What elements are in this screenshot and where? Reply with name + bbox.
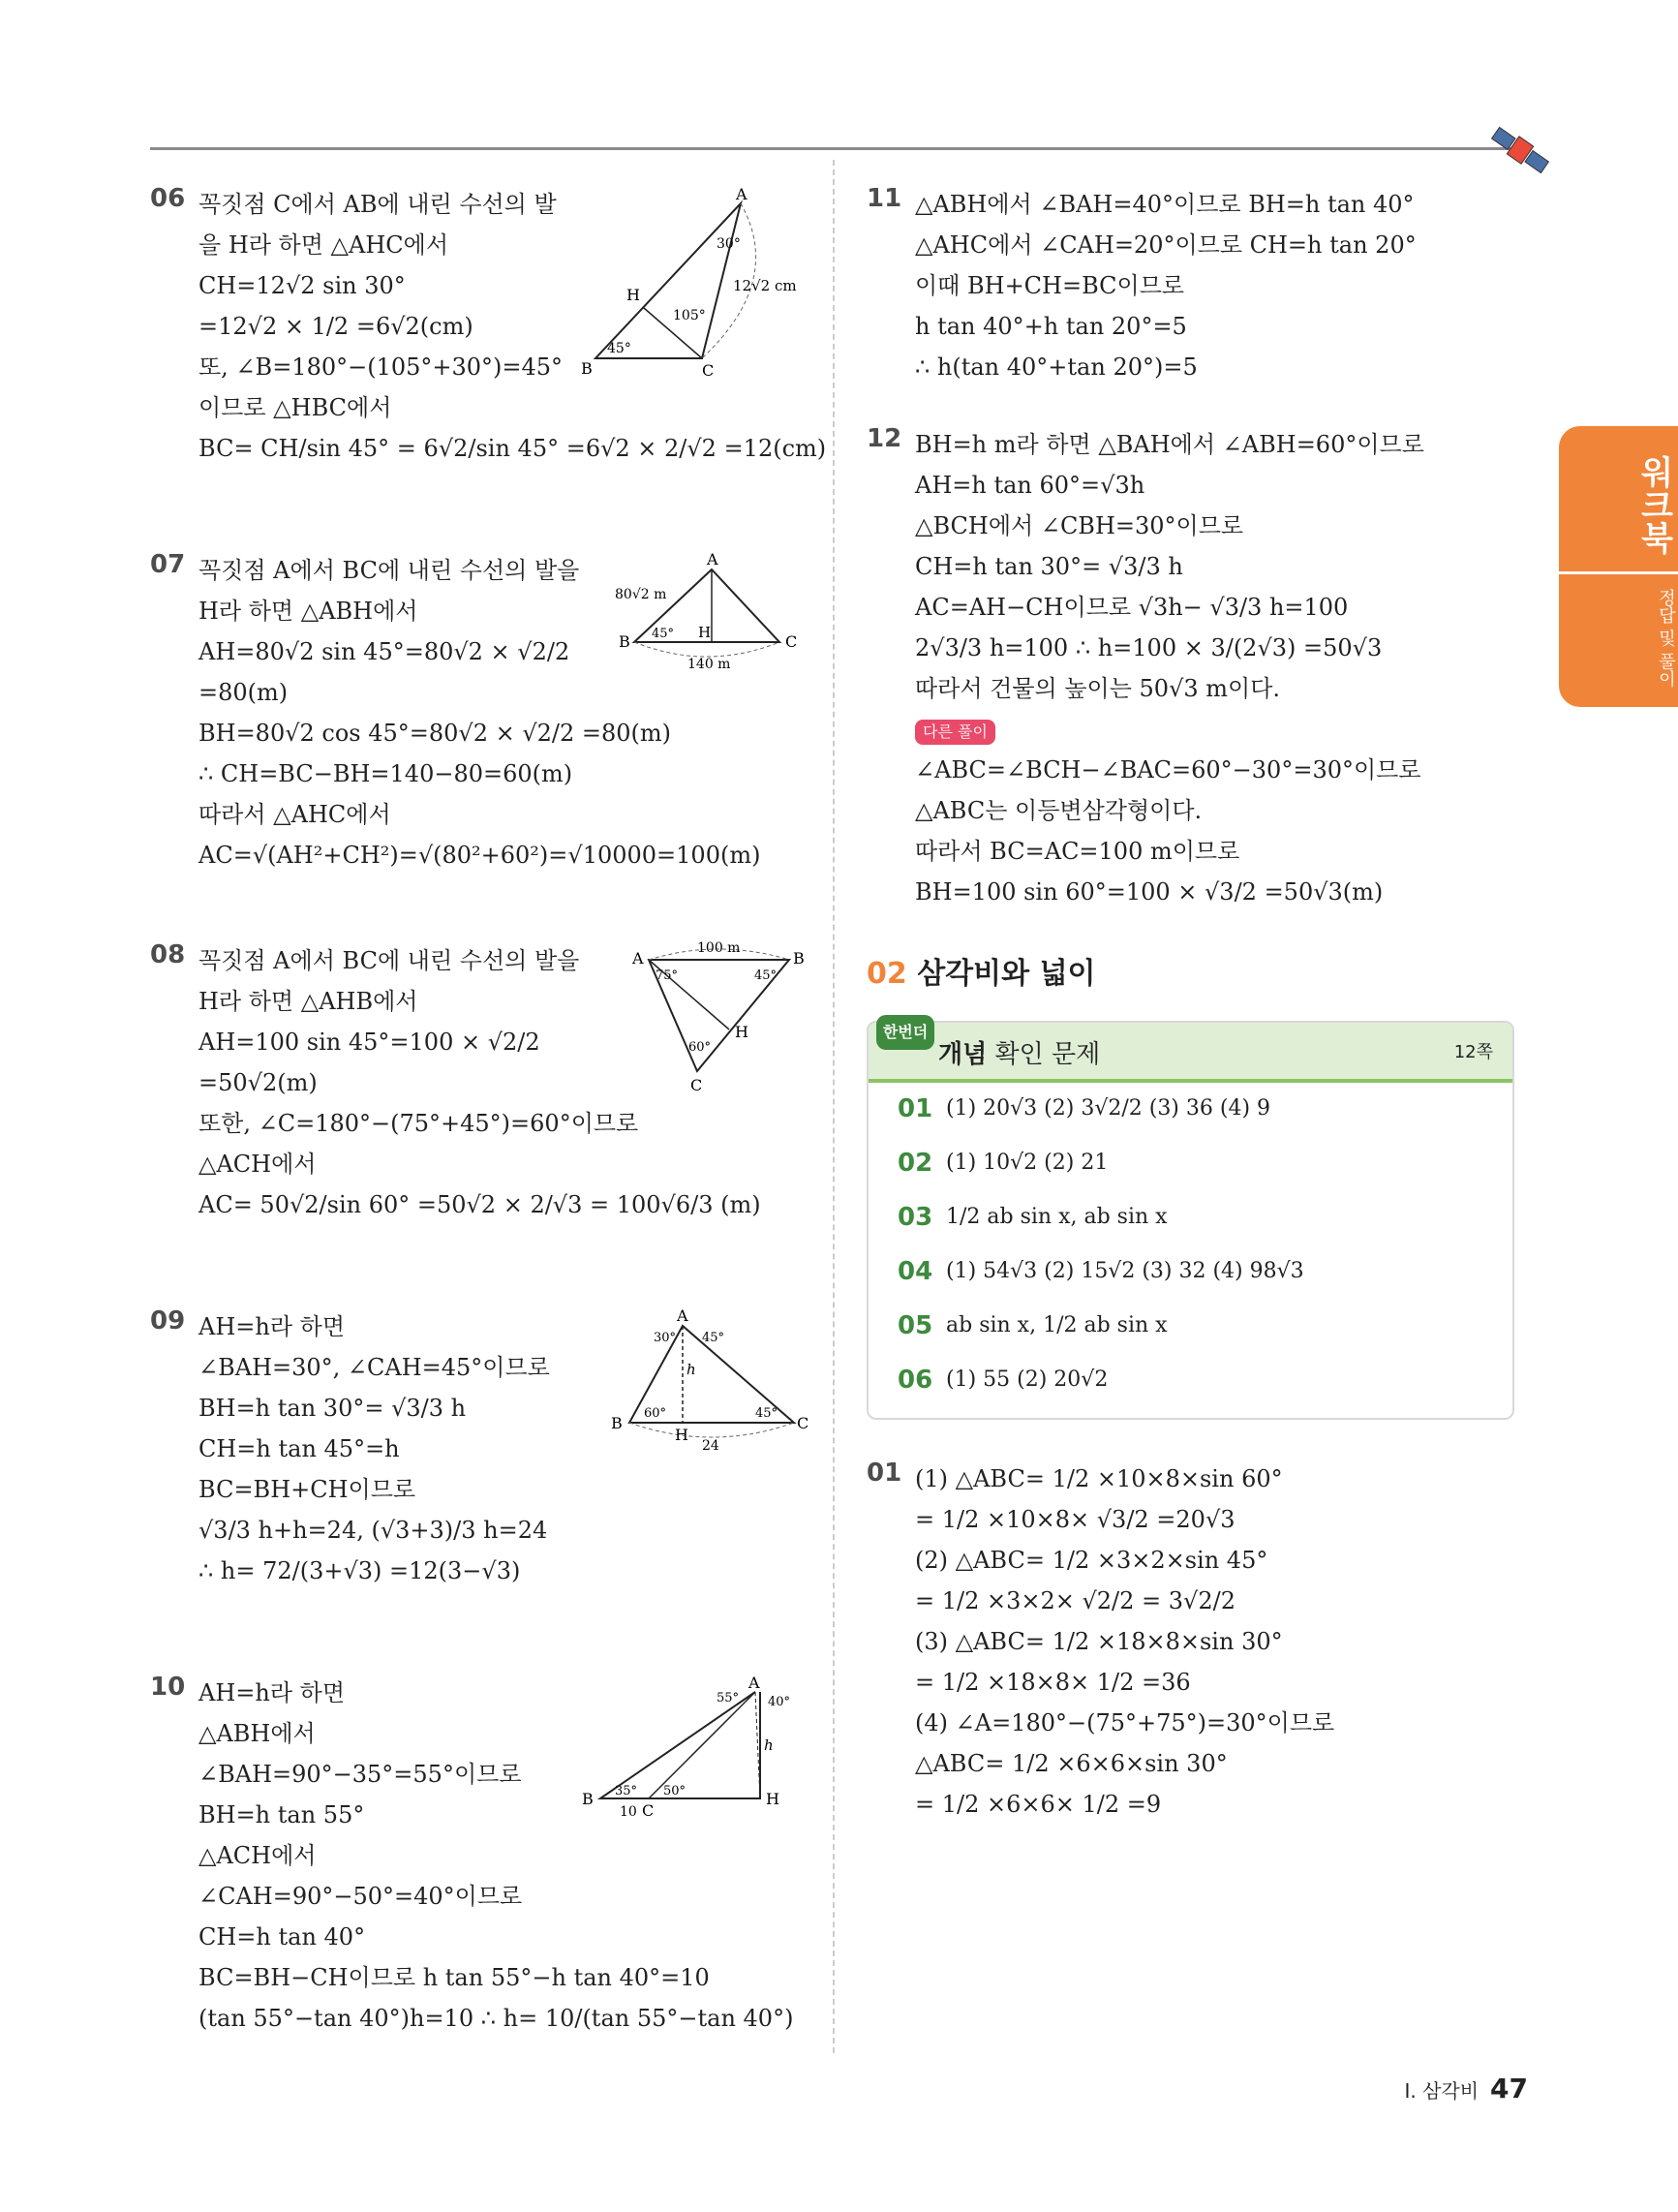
vertex-c: C [785,632,798,651]
answer-number: 04 [898,1257,933,1286]
side-tab-subtitle: 정답 및 풀이 [1656,589,1676,688]
solution-line: △ABH에서 [198,1720,316,1747]
solution-line: 또한, ∠C=180°−(75°+45°)=60°이므로 [198,1110,639,1137]
side-label: 12√2 cm [733,277,797,294]
solution-line: CH=12√2 sin 30° [198,272,406,299]
solution-line: 이므로 △HBC에서 [198,394,392,421]
answer-text: (1) 10√2 (2) 21 [946,1151,1109,1175]
side-tab-title: 워크북 [1634,455,1673,554]
base-label: 24 [702,1438,719,1454]
angle-label: 55° [717,1691,740,1705]
vertex-a: A [736,185,747,203]
answer-number: 02 [898,1149,933,1178]
solution-line: BH=80√2 cos 45°=80√2 × √2/2 =80(m) [198,720,672,747]
answer-text: (1) 55 (2) 20√2 [946,1367,1109,1392]
answer-row [869,1191,1512,1245]
section-name: 삼각비와 넓이 [917,957,1096,991]
angle-label: 45° [607,341,631,356]
problem-number: 10 [150,1673,186,1702]
column-divider [833,160,835,2053]
vertex-b: B [581,359,593,378]
problem-number: 07 [150,550,186,579]
solution-line: (2) △ABC= 1/2 ×3×2×sin 45° [915,1547,1268,1574]
section-title [867,949,1535,992]
answer-text: (1) 54√3 (2) 15√2 (3) 32 (4) 98√3 [946,1259,1304,1283]
side-label: 100 m [697,940,741,956]
problem-06 [150,184,827,513]
solution-line: CH=h tan 30°= √3/3 h [915,553,1183,580]
solution-line: ∴ h(tan 40°+tan 20°)=5 [915,353,1198,381]
base-label: 10 [620,1804,637,1818]
base-label: 140 m [687,657,731,672]
answer-number: 06 [898,1366,933,1395]
concept-title-bold: 개념 [938,1040,988,1069]
solution-line: ∴ CH=BC−BH=140−80=60(m) [198,760,573,787]
answer-text: (1) 20√3 (2) 3√2/2 (3) 36 (4) 9 [946,1096,1271,1121]
concept-badge: 한번더 [876,1015,934,1050]
solution-line: 을 H라 하면 △AHC에서 [198,231,449,259]
side-label: 80√2 m [615,587,667,602]
solution-line: 이때 BH+CH=BC이므로 [915,272,1185,299]
solution-line: CH=h tan 45°=h [198,1435,400,1462]
alt-solution-badge: 다른 풀이 [915,720,995,745]
left-column [150,184,827,2077]
solution-line: △ABH에서 ∠BAH=40°이므로 BH=h tan 40° [915,191,1415,218]
solution-line: H라 하면 △ABH에서 [198,598,418,625]
solution-line: BC=BH+CH이므로 [198,1476,416,1503]
problem-12 [867,424,1535,912]
answer-row [869,1354,1512,1408]
solution-line: AC=√(AH²+CH²)=√(80²+60²)=√10000=100(m) [198,842,761,869]
answer-row [869,1083,1512,1137]
triangle-diagram-09 [605,1306,808,1461]
angle-label: 60° [688,1040,712,1055]
vertex-a: A [677,1306,688,1325]
angle-label: 30° [717,236,741,252]
solution-01 [867,1459,1535,1825]
solution-line: AC= 50√2/sin 60° =50√2 × 2/√3 = 100√6/3 (m) [198,1191,761,1218]
concept-page-ref: 12쪽 [1453,1042,1493,1062]
solution-line: BH=h tan 55° [198,1801,365,1828]
triangle-diagram-06 [576,184,808,378]
answer-number: 01 [898,1094,933,1123]
height-label: h [764,1736,774,1754]
angle-label: 75° [656,968,679,983]
angle-label: 50° [663,1784,686,1798]
solution-line: 따라서 △AHC에서 [198,801,391,828]
answer-number: 05 [898,1311,933,1340]
solution-line: BH=h m라 하면 △BAH에서 ∠ABH=60°이므로 [915,431,1424,458]
side-tab-divider [1559,571,1678,574]
problem-number: 06 [150,184,186,213]
solution-line: 꼭짓점 A에서 BC에 내린 수선의 발을 [198,947,580,974]
solution-line: ∴ h= 72/(3+√3) =12(3−√3) [198,1557,521,1584]
vertex-h: H [698,624,712,641]
vertex-b: B [611,1414,623,1432]
section-number: 02 [867,957,907,991]
answer-text: 1/2 ab sin x, ab sin x [946,1205,1168,1229]
solution-line: = 1/2 ×18×8× 1/2 =36 [915,1669,1191,1696]
vertex-a: A [632,949,644,968]
solution-line: (3) △ABC= 1/2 ×18×8×sin 30° [915,1628,1283,1655]
vertex-c: C [702,361,715,378]
concept-title-rest: 확인 문제 [987,1040,1101,1069]
top-rule [150,147,1530,150]
solution-line: = 1/2 ×6×6× 1/2 =9 [915,1791,1162,1818]
solution-line: =80(m) [198,679,289,706]
solution-line: △AHC에서 ∠CAH=20°이므로 CH=h tan 20° [915,231,1417,259]
solution-line: △BCH에서 ∠CBH=30°이므로 [915,512,1244,539]
page-number: 47 [1490,2073,1528,2104]
answer-text: ab sin x, 1/2 ab sin x [946,1313,1168,1337]
solution-line: =12√2 × 1/2 =6√2(cm) [198,313,473,340]
angle-label: 40° [768,1695,791,1709]
problem-number: 09 [150,1306,186,1336]
solution-line: h tan 40°+h tan 20°=5 [915,313,1187,340]
chapter-label: Ⅰ. 삼각비 [1404,2079,1480,2103]
angle-label: 105° [673,308,706,323]
answer-row [869,1300,1512,1354]
problem-number: 08 [150,940,186,969]
solution-line: = 1/2 ×10×8× √3/2 =20√3 [915,1506,1236,1533]
workbook-side-tab[interactable] [1559,426,1678,707]
solution-line: BH=h tan 30°= √3/3 h [198,1395,467,1422]
angle-label: 45° [755,1406,778,1421]
solution-line: AH=h라 하면 [198,1679,346,1706]
solution-line: AH=80√2 sin 45°=80√2 × √2/2 [198,638,570,665]
solution-line: △ABC= 1/2 ×6×6×sin 30° [915,1750,1228,1777]
solution-line: ∠BAH=90°−35°=55°이므로 [198,1761,522,1788]
solution-line: △ACH에서 [198,1842,317,1869]
solution-line: BC= CH/sin 45° = 6√2/sin 45° =6√2 × 2/√2 =12(cm) [198,435,827,462]
solution-line: =50√2(m) [198,1069,318,1096]
problem-number: 01 [867,1459,902,1488]
solution-line: (1) △ABC= 1/2 ×10×8×sin 60° [915,1465,1283,1492]
problem-07 [150,550,818,904]
problem-number: 12 [867,424,902,453]
concept-header [869,1023,1512,1083]
vertex-h: H [735,1023,748,1041]
triangle-diagram-08 [625,940,808,1095]
solution-line: 꼭짓점 C에서 AB에 내린 수선의 발 [198,191,557,218]
concept-title [938,1034,1100,1070]
vertex-h: H [766,1790,779,1808]
satellite-icon [1486,116,1554,184]
solution-line: ∠BAH=30°, ∠CAH=45°이므로 [198,1354,550,1381]
vertex-c: C [690,1076,703,1094]
solution-line: ∠ABC=∠BCH−∠BAC=60°−30°=30°이므로 [915,756,1421,783]
angle-label: 30° [654,1331,677,1345]
vertex-a: A [707,550,718,568]
solution-line: √3/3 h+h=24, (√3+3)/3 h=24 [198,1517,548,1544]
solution-line: (4) ∠A=180°−(75°+75°)=30°이므로 [915,1709,1335,1736]
solution-line: CH=h tan 40° [198,1923,366,1951]
solution-line: AH=100 sin 45°=100 × √2/2 [198,1029,540,1056]
solution-line: H라 하면 △AHB에서 [198,988,418,1015]
height-label: h [686,1361,696,1378]
solution-line: (tan 55°−tan 40°)h=10 ∴ h= 10/(tan 55°−tan 40°) [198,2005,794,2032]
triangle-diagram-07 [615,550,808,676]
angle-label: 45° [652,627,675,641]
vertex-b: B [619,632,630,651]
vertex-b: B [582,1790,594,1808]
solution-line: = 1/2 ×3×2× √2/2 = 3√2/2 [915,1587,1236,1614]
answer-row [869,1245,1512,1300]
problem-08 [150,940,818,1270]
answer-number: 03 [898,1203,933,1232]
right-column [867,184,1535,1861]
vertex-h: H [675,1426,688,1444]
solution-line: 2√3/3 h=100 ∴ h=100 × 3/(2√3) =50√3 [915,634,1383,661]
angle-label: 45° [702,1331,725,1345]
solution-line: 따라서 BC=AC=100 m이므로 [915,838,1240,865]
vertex-c: C [797,1414,808,1432]
solution-line: AC=AH−CH이므로 √3h− √3/3 h=100 [915,594,1349,621]
angle-label: 60° [644,1406,667,1421]
problem-10 [150,1673,818,2041]
solution-line: AH=h라 하면 [198,1313,346,1340]
angle-label: 35° [615,1784,638,1798]
vertex-h: H [626,286,640,304]
problem-09 [150,1306,818,1636]
solution-line: AH=h tan 60°=√3h [915,472,1145,499]
problem-11 [867,184,1535,387]
solution-line: 꼭짓점 A에서 BC에 내린 수선의 발을 [198,557,580,584]
vertex-c: C [642,1801,655,1818]
vertex-b: B [793,949,805,968]
problem-number: 11 [867,184,902,213]
concept-check-box [867,1021,1514,1420]
triangle-diagram-10 [576,1673,808,1818]
page-footer [1404,2073,1528,2104]
solution-line: 따라서 건물의 높이는 50√3 m이다. [915,675,1281,702]
solution-line: BH=100 sin 60°=100 × √3/2 =50√3(m) [915,878,1384,906]
solution-line: 또, ∠B=180°−(105°+30°)=45° [198,353,564,381]
vertex-a: A [748,1674,760,1692]
solution-line: △ACH에서 [198,1151,317,1178]
solution-line: △ABC는 이등변삼각형이다. [915,797,1203,824]
angle-label: 45° [754,968,778,983]
answer-row [869,1137,1512,1191]
solution-line: BC=BH−CH이므로 h tan 55°−h tan 40°=10 [198,1964,710,1991]
solution-line: ∠CAH=90°−50°=40°이므로 [198,1883,523,1910]
